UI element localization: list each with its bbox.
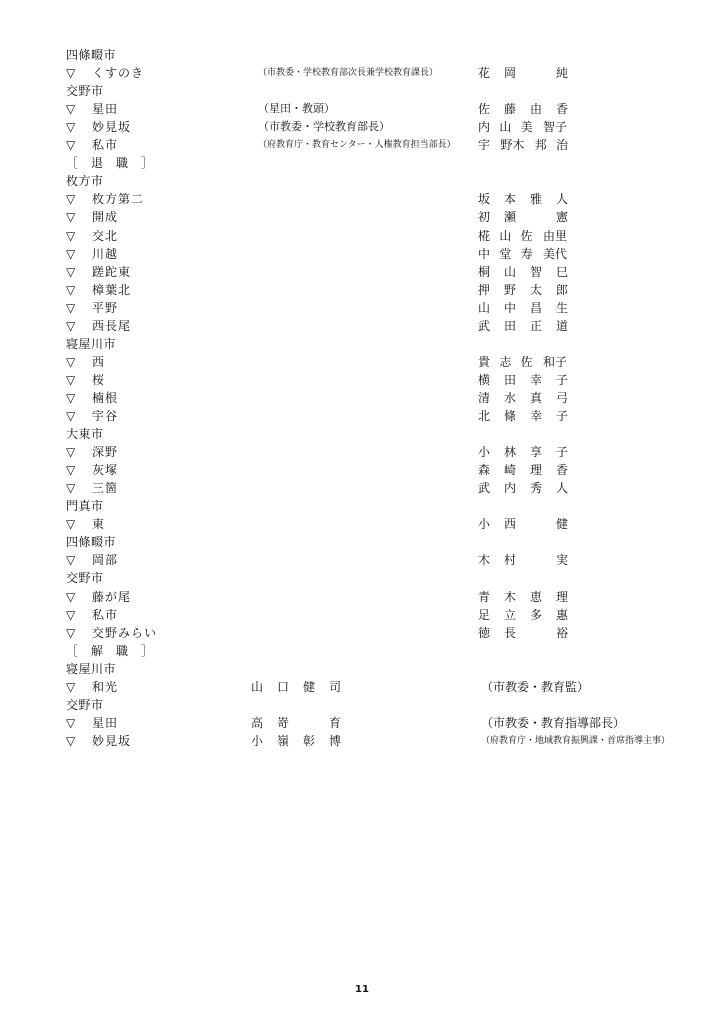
city-heading [0,335,724,353]
name-char: 西 [503,517,516,532]
name-char [529,208,543,226]
personnel-entry [0,281,724,299]
name-char: 智 [529,264,542,279]
triangle-marker-icon: ▽ [66,553,76,568]
school-name: 開成 [92,210,119,225]
name-char: 子 [555,445,568,460]
person-name [477,551,569,569]
name-char: 瀬 [503,210,516,225]
name-char: 子 [555,372,568,387]
name-char: 志 [499,354,512,369]
personnel-entry [0,227,724,245]
name-char: 山 [499,120,512,135]
name-char: 郎 [555,282,568,297]
name-char: 由 [529,102,542,117]
name-char: 純 [555,66,568,81]
name-char: 貴 [477,354,490,369]
name-char: 北 [477,409,490,423]
name-char: 実 [555,553,568,568]
triangle-marker-icon: ▽ [66,264,76,279]
name-char: 司 [328,679,341,694]
name-char: 小 [250,733,263,748]
school-name: 妙見坂 [92,120,132,135]
name-char: 理 [529,463,542,478]
school-name: 枚方第二 [92,192,145,207]
name-char: 田 [503,318,516,333]
name-char: 崎 [503,463,516,478]
name-char: 彰 [302,733,315,748]
person-name [250,732,342,750]
personnel-entry [0,136,724,154]
position-note: （市教委・学校教育部次長兼学校教育課長） [258,68,439,79]
person-name [477,263,569,281]
name-char: 香 [555,463,568,478]
name-char: 智子 [542,120,567,135]
person-name [477,443,569,461]
person-name [477,118,569,136]
personnel-entry [0,299,724,317]
person-name [477,588,569,606]
name-char: 小 [477,445,490,460]
school-name: 樟葉北 [92,282,132,297]
city-name: 枚方市 [66,174,104,189]
city-name: 寝屋川市 [66,336,117,351]
personnel-entry [0,64,724,82]
name-char: 治 [555,138,568,153]
triangle-marker-icon: ▽ [66,228,76,243]
name-char: 人 [555,192,568,207]
triangle-marker-icon: ▽ [66,481,76,496]
person-name [477,317,569,335]
name-char: 野 [503,282,516,297]
personnel-entry [0,479,724,497]
triangle-marker-icon: ▽ [66,120,76,135]
name-char: 巳 [555,264,568,279]
name-char: 山 [499,228,512,243]
name-char: 佐 [477,102,490,117]
name-char: 健 [555,517,568,532]
position-note: （府教育庁・地域教育振興課・首席指導主事） [481,735,671,746]
person-name [477,407,569,425]
name-char: 條 [503,409,516,423]
name-char: 道 [555,318,568,333]
school-name: 西 [92,354,106,369]
school-name: 交野みらい [92,625,158,640]
triangle-marker-icon: ▽ [66,372,76,387]
person-name [477,515,569,533]
name-char: 嵜 [276,715,289,730]
name-char: 太 [529,282,542,297]
name-char: 育 [328,715,341,730]
city-name: 大東市 [66,427,104,442]
person-name [477,208,569,226]
name-char: 山 [477,300,490,315]
name-char: 青 [477,589,490,604]
person-name [250,714,342,732]
personnel-entry [0,118,724,136]
school-name: 和光 [92,679,119,694]
name-char: 惠 [555,607,568,622]
name-char: 桐 [477,264,490,279]
triangle-marker-icon: ▽ [66,138,76,153]
triangle-marker-icon: ▽ [66,210,76,225]
personnel-entry [0,443,724,461]
name-char: 由里 [542,228,567,243]
person-name [477,299,569,317]
name-char: 口 [276,679,289,694]
city-heading [0,533,724,551]
personnel-entry [0,588,724,606]
name-char: 田 [503,372,516,387]
triangle-marker-icon: ▽ [66,66,76,81]
personnel-entry [0,407,724,425]
name-char: 弓 [555,390,568,405]
name-char: 徳 [477,625,490,640]
position-note: （市教委・教育指導部長） [481,715,626,730]
triangle-marker-icon: ▽ [66,445,76,460]
personnel-entry [0,190,724,208]
name-char: 内 [477,120,490,135]
name-char: 長 [503,625,516,640]
city-name: 交野市 [66,84,104,99]
personnel-entry [0,551,724,569]
personnel-entry [0,606,724,624]
triangle-marker-icon: ▽ [66,463,76,478]
personnel-entry [0,317,724,335]
name-char: 岡 [503,66,516,81]
name-char: 子 [555,409,568,423]
name-char: 憲 [555,210,568,225]
name-char: 高 [250,715,263,730]
triangle-marker-icon: ▽ [66,300,76,315]
name-char: 昌 [529,300,542,315]
school-name: 蹉跎東 [92,264,132,279]
school-name: 西長尾 [92,318,132,333]
city-heading [0,46,724,64]
person-name [477,100,569,118]
school-name: 藤が尾 [92,589,132,604]
position-note: （星田・教頭） [258,102,335,116]
name-char: 押 [477,282,490,297]
person-name [477,245,569,263]
person-name [477,389,569,407]
city-name: 寝屋川市 [66,661,117,676]
person-name [477,479,569,497]
city-heading [0,425,724,443]
name-char: 横 [477,372,490,387]
name-char: 山 [250,679,263,694]
school-name: 平野 [92,300,119,315]
personnel-entry [0,732,724,750]
name-char [529,624,543,642]
name-char: 椛 [477,228,490,243]
triangle-marker-icon: ▽ [66,625,76,640]
person-name [477,353,569,371]
triangle-marker-icon: ▽ [66,354,76,369]
person-name [477,461,569,479]
position-note: （市教委・教育監） [481,679,590,694]
name-char: 和子 [542,354,567,369]
name-char: 享 [529,445,542,460]
name-char: 山 [503,264,516,279]
triangle-marker-icon: ▽ [66,733,76,748]
triangle-marker-icon: ▽ [66,246,76,261]
school-name: 桜 [92,372,106,387]
person-name [250,678,342,696]
page-number: 11 [355,984,369,995]
personnel-entry [0,100,724,118]
name-char: 中 [477,246,490,261]
name-char: 藤 [503,102,516,117]
personnel-entry [0,208,724,226]
triangle-marker-icon: ▽ [66,589,76,604]
triangle-marker-icon: ▽ [66,282,76,297]
name-char: 森 [477,463,490,478]
name-char: 坂 [477,192,490,207]
city-heading [0,569,724,587]
school-name: 楠根 [92,390,119,405]
personnel-entry [0,245,724,263]
name-char: 林 [503,445,516,460]
name-char: 花 [477,66,490,81]
school-name: 川越 [92,246,119,261]
school-name: 妙見坂 [92,733,132,748]
name-char: 幸 [529,409,542,423]
section-title: ［ 解 職 ］ [66,643,154,658]
personnel-entry [0,263,724,281]
name-char: 生 [555,300,568,315]
name-char: 正 [529,318,542,333]
name-char: 博 [328,733,341,748]
name-char: 健 [302,679,315,694]
name-char: 堂 [499,246,512,261]
name-char: 武 [477,318,490,333]
person-name [477,281,569,299]
school-name: 星田 [92,715,119,730]
school-name: 東 [92,517,106,532]
name-char: 宇 [477,138,490,153]
person-name [477,190,569,208]
name-char: 理 [555,589,568,604]
person-name [477,371,569,389]
name-char: 足 [477,607,490,622]
triangle-marker-icon: ▽ [66,409,76,423]
name-char: 水 [503,390,516,405]
triangle-marker-icon: ▽ [66,679,76,694]
city-heading [0,82,724,100]
name-char: 嶺 [276,733,289,748]
name-char: 清 [477,390,490,405]
name-char: 雅 [529,192,542,207]
triangle-marker-icon: ▽ [66,102,76,117]
personnel-entry [0,515,724,533]
city-heading [0,172,724,190]
city-heading [0,696,724,714]
person-name [477,624,569,642]
name-char: 武 [477,481,490,496]
triangle-marker-icon: ▽ [66,715,76,730]
triangle-marker-icon: ▽ [66,607,76,622]
name-char [302,714,316,732]
section-heading [0,154,724,172]
name-char: 佐 [520,354,533,369]
triangle-marker-icon: ▽ [66,318,76,333]
name-char: 幸 [529,372,542,387]
personnel-entry [0,461,724,479]
city-name: 交野市 [66,571,104,586]
personnel-entry [0,714,724,732]
city-heading [0,497,724,515]
name-char: 恵 [529,589,542,604]
name-char: 真 [529,390,542,405]
name-char: 小 [477,517,490,532]
person-name [477,227,569,245]
name-char: 香 [555,102,568,117]
name-char: 内 [503,481,516,496]
school-name: 星田 [92,102,119,117]
person-name [477,136,569,154]
personnel-entry [0,371,724,389]
position-note: （市教委・学校教育部長） [258,120,390,134]
section-title: ［ 退 職 ］ [66,156,154,171]
name-char: 中 [503,300,516,315]
triangle-marker-icon: ▽ [66,390,76,405]
name-char: 人 [555,481,568,496]
name-char: 邦 [534,138,547,153]
personnel-entry [0,353,724,371]
school-name: くすのき [92,66,145,81]
triangle-marker-icon: ▽ [66,517,76,532]
school-name: 私市 [92,138,119,153]
city-name: 門真市 [66,499,104,514]
name-char: 本 [503,192,516,207]
school-name: 宇谷 [92,409,119,423]
personnel-entry [0,389,724,407]
name-char: 秀 [529,481,542,496]
name-char: 多 [529,607,542,622]
school-name: 三箇 [92,481,119,496]
section-heading [0,642,724,660]
name-char: 美 [520,120,533,135]
city-heading [0,660,724,678]
name-char: 美代 [542,246,567,261]
name-char: 裕 [555,625,568,640]
person-name [477,606,569,624]
name-char [529,515,543,533]
city-name: 四條畷市 [66,535,117,550]
city-name: 交野市 [66,697,104,712]
position-note: （府教育庁・教育センター・人権教育担当部長） [258,140,456,151]
name-char: 初 [477,210,490,225]
name-char: 佐 [520,228,533,243]
name-char [529,551,543,569]
name-char: 村 [503,553,516,568]
personnel-entry [0,624,724,642]
name-char: 野木 [500,138,525,153]
name-char [529,64,543,82]
school-name: 交北 [92,228,119,243]
personnel-entry [0,678,724,696]
name-char: 木 [477,553,490,568]
school-name: 私市 [92,607,119,622]
city-name: 四條畷市 [66,48,117,62]
person-name [477,64,569,82]
name-char: 木 [503,589,516,604]
name-char: 立 [503,607,516,622]
name-char: 寿 [520,246,533,261]
triangle-marker-icon: ▽ [66,192,76,207]
school-name: 深野 [92,445,119,460]
school-name: 灰塚 [92,463,119,478]
school-name: 岡部 [92,553,119,568]
